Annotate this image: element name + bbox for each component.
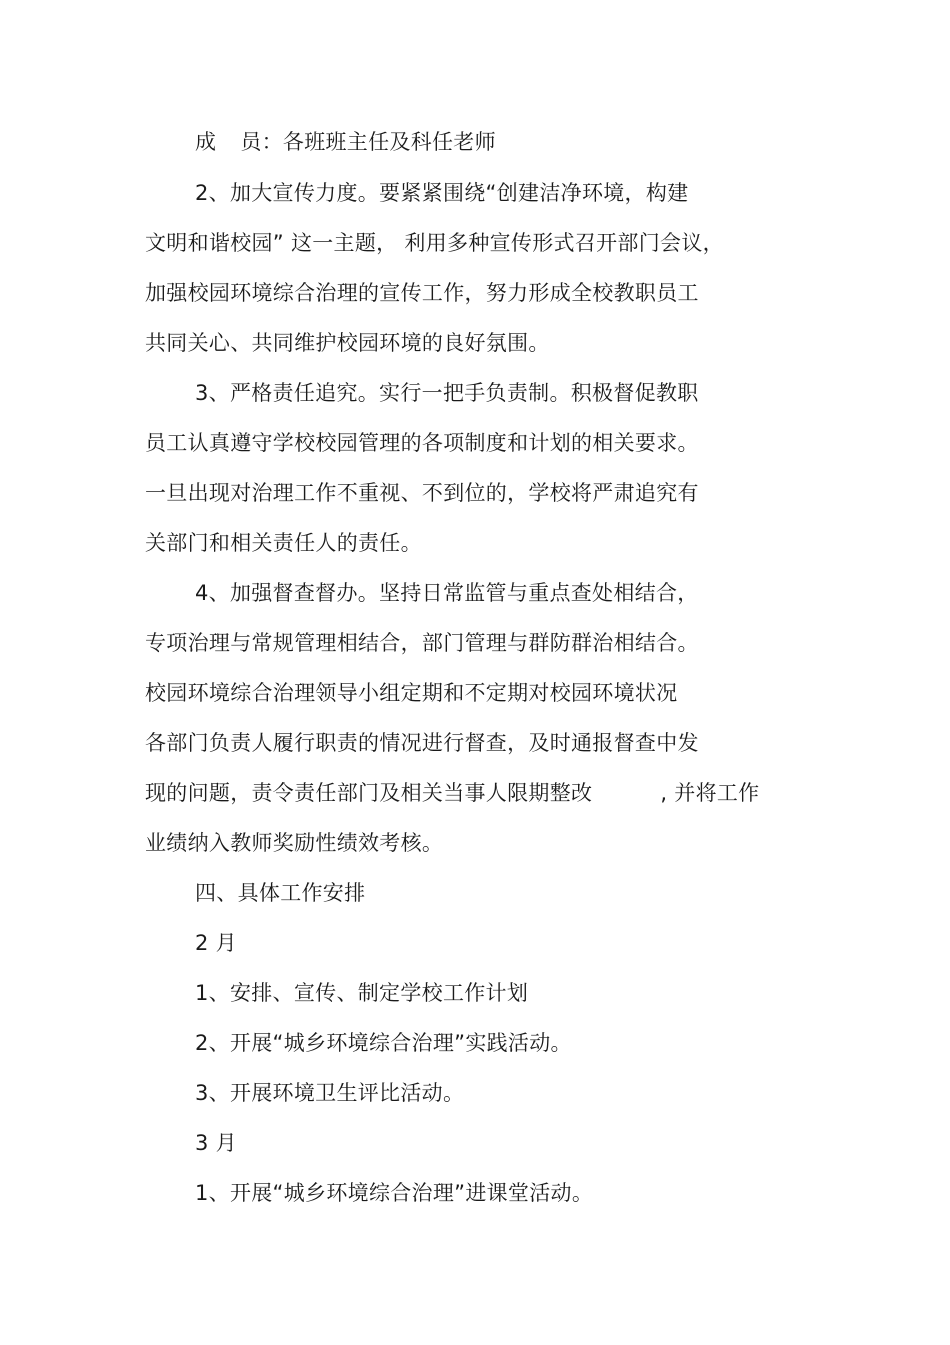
feb-item-3: 3、开展环境卫生评比活动。 (195, 1081, 465, 1105)
paragraph-4-line-4: 各部门负责人履行职责的情况进行督查，及时通报督查中发 (145, 731, 699, 755)
paragraph-4-line-1: 4、加强督查督办。坚持日常监管与重点查处相结合， (195, 581, 699, 605)
paragraph-4-line-3: 校园环境综合治理领导小组定期和不定期对校园环境状况 (145, 681, 678, 705)
paragraph-2-line-2: 文明和谐校园” 这一主题， 利用多种宣传形式召开部门会议， (145, 231, 724, 255)
paragraph-4-line-5 (145, 778, 759, 808)
paragraph-4-line-5-a: 现的问题，责令责任部门及相关当事人限期整改 (145, 781, 593, 805)
paragraph-3-line-1: 3、严格责任追究。实行一把手负责制。积极督促教职 (195, 381, 699, 405)
paragraph-4-line-6: 业绩纳入教师奖励性绩效考核。 (145, 831, 444, 855)
feb-item-2: 2、开展“城乡环境综合治理”实践活动。 (195, 1031, 572, 1055)
paragraph-4-line-5-b: , 并将工作 (660, 781, 760, 805)
paragraph-2-line-1: 2、加大宣传力度。要紧紧围绕“创建洁净环境，构建 (195, 181, 689, 205)
paragraph-3-line-4: 关部门和相关责任人的责任。 (145, 531, 422, 555)
paragraph-3-line-2: 员工认真遵守学校校园管理的各项制度和计划的相关要求。 (145, 431, 699, 455)
members-line-suffix: 员：各班班主任及科任老师 (240, 130, 496, 154)
feb-item-1: 1、安排、宣传、制定学校工作计划 (195, 981, 529, 1005)
paragraph-3-line-3: 一旦出现对治理工作不重视、不到位的，学校将严肃追究有 (145, 481, 699, 505)
members-line (195, 127, 496, 157)
month-heading-feb: 2 月 (195, 931, 237, 955)
section-heading: 四、具体工作安排 (195, 881, 366, 905)
month-heading-mar: 3 月 (195, 1131, 237, 1155)
members-line-prefix: 成 (195, 130, 217, 154)
paragraph-2-line-4: 共同关心、共同维护校园环境的良好氛围。 (145, 331, 550, 355)
paragraph-2-line-3: 加强校园环境综合治理的宣传工作，努力形成全校教职员工 (145, 281, 699, 305)
mar-item-1: 1、开展“城乡环境综合治理”进课堂活动。 (195, 1181, 594, 1205)
paragraph-4-line-2: 专项治理与常规管理相结合，部门管理与群防群治相结合。 (145, 631, 699, 655)
